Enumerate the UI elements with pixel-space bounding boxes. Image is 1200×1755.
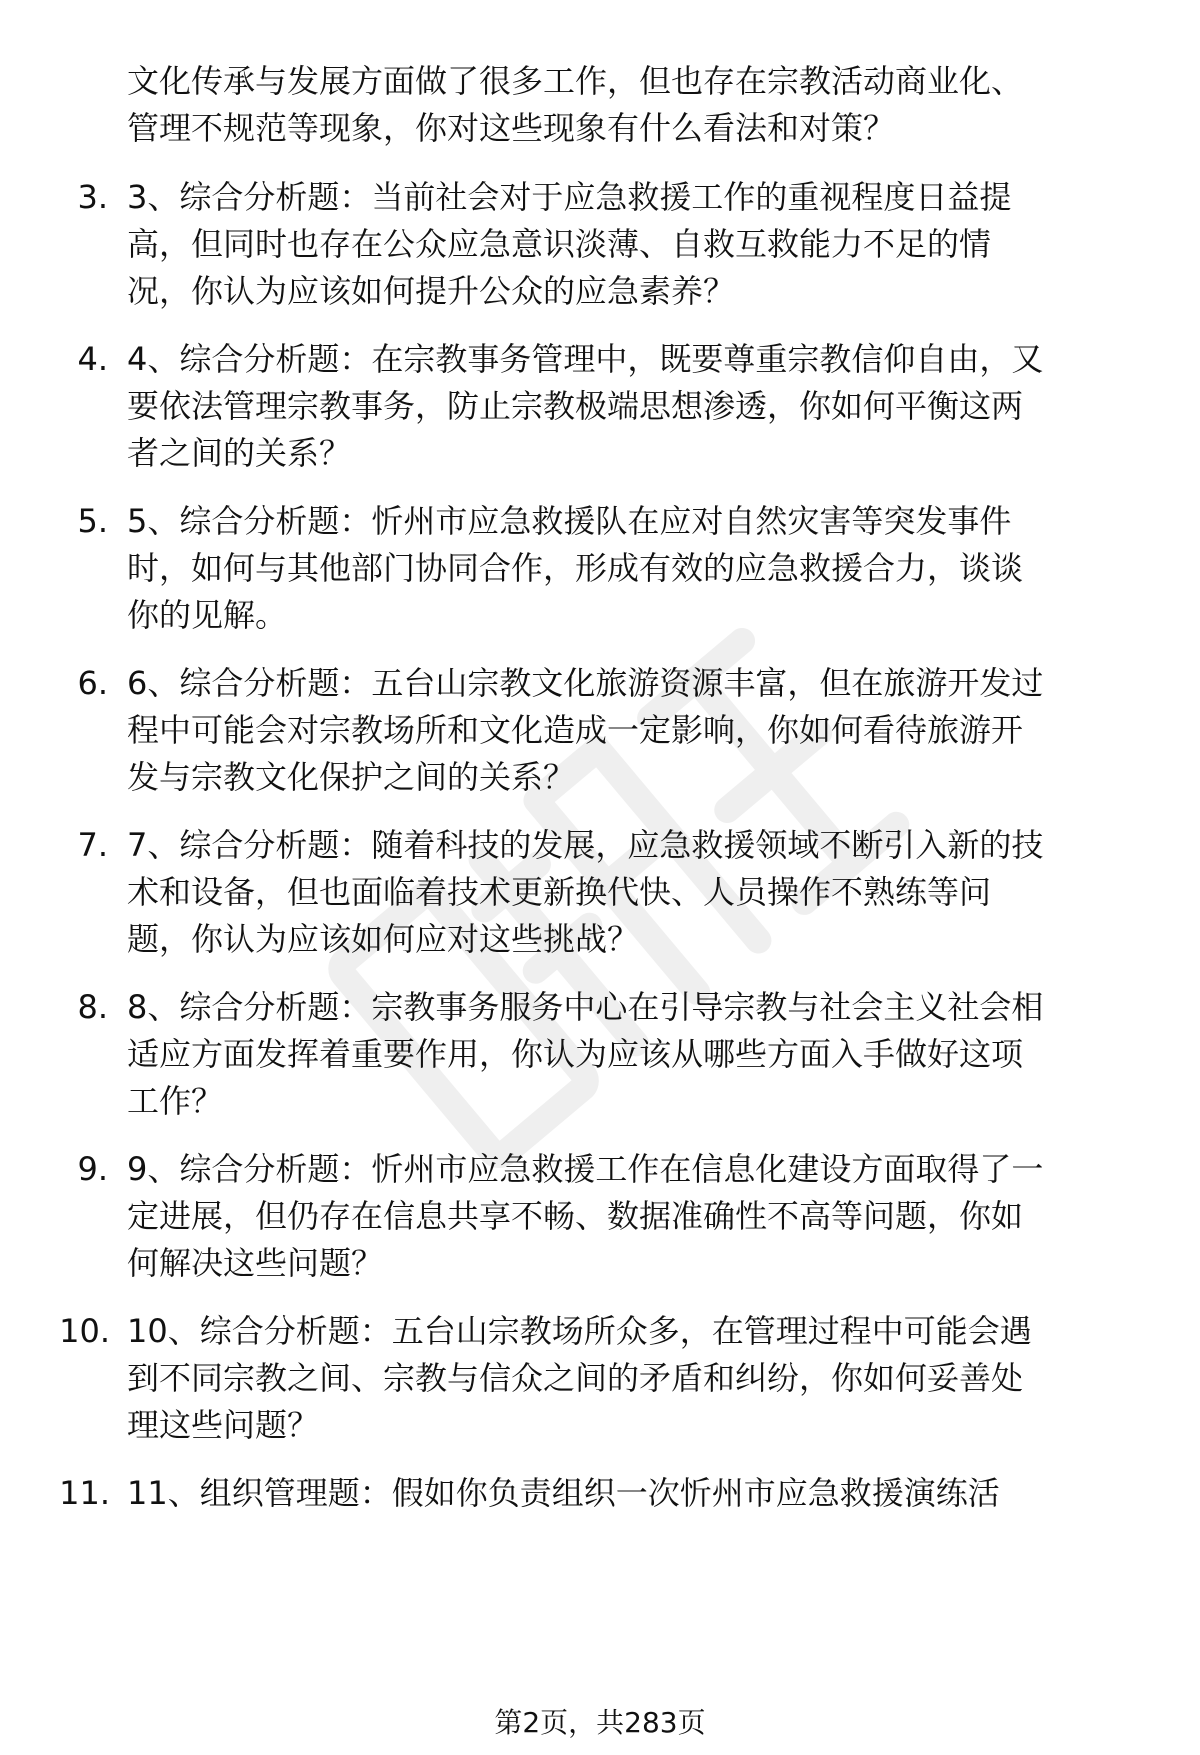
list-item-line: 10、综合分析题：五台山宗教场所众多，在管理过程中可能会遇 (127, 1312, 1032, 1350)
list-item-line: 要依法管理宗教事务，防止宗教极端思想渗透，你如何平衡这两 (127, 387, 1024, 425)
list-item-number: 5. (77, 502, 108, 540)
list-item-line: 11、组织管理题：假如你负责组织一次忻州市应急救援演练活 (127, 1474, 1000, 1512)
list-item-number: 7. (77, 826, 108, 864)
list-item-text (127, 498, 1167, 639)
page-number-footer: 第2页，共283页 (494, 1706, 706, 1739)
list-item-line: 定进展，但仍存在信息共享不畅、数据准确性不高等问题，你如 (127, 1197, 1024, 1235)
list-item-line: 3、综合分析题：当前社会对于应急救援工作的重视程度日益提 (127, 178, 1012, 216)
list-item-line: 到不同宗教之间、宗教与信众之间的矛盾和纠纷，你如何妥善处 (127, 1359, 1024, 1397)
list-item-text (127, 336, 1167, 477)
list-item-line: 适应方面发挥着重要作用，你认为应该从哪些方面入手做好这项 (127, 1035, 1024, 1073)
list-item-line: 者之间的关系？ (127, 434, 352, 472)
list-item-line: 术和设备，但也面临着技术更新换代快、人员操作不熟练等问 (127, 873, 992, 911)
list-item-line: 6、综合分析题：五台山宗教文化旅游资源丰富，但在旅游开发过 (127, 664, 1044, 702)
list-item-line: 况，你认为应该如何提升公众的应急素养？ (127, 272, 736, 310)
list-item-text (127, 174, 1167, 315)
list-item-line: 时，如何与其他部门协同合作，形成有效的应急救援合力，谈谈 (127, 549, 1024, 587)
list-item-line: 理这些问题？ (127, 1406, 320, 1444)
list-item-line: 程中可能会对宗教场所和文化造成一定影响，你如何看待旅游开 (127, 711, 1024, 749)
list-item-line: 8、综合分析题：宗教事务服务中心在引导宗教与社会主义社会相 (127, 988, 1044, 1026)
list-item-number: 8. (77, 988, 108, 1026)
list-item-text (127, 822, 1167, 963)
list-item-line: 高，但同时也存在公众应急意识淡薄、自救互救能力不足的情 (127, 225, 992, 263)
list-item-text (127, 1308, 1167, 1449)
intro-paragraph (127, 58, 1157, 152)
list-item-line: 9、综合分析题：忻州市应急救援工作在信息化建设方面取得了一 (127, 1150, 1044, 1188)
list-item-number: 11. (59, 1474, 110, 1512)
list-item-line: 你的见解。 (127, 596, 288, 634)
list-item-line: 何解决这些问题？ (127, 1244, 384, 1282)
list-item-text (127, 1146, 1167, 1287)
intro-line: 文化传承与发展方面做了很多工作，但也存在宗教活动商业化、 (127, 62, 1024, 100)
intro-line: 管理不规范等现象，你对这些现象有什么看法和对策？ (127, 109, 896, 147)
list-item-line: 5、综合分析题：忻州市应急救援队在应对自然灾害等突发事件 (127, 502, 1012, 540)
list-item-line: 工作？ (127, 1082, 224, 1120)
list-item-number: 4. (77, 340, 108, 378)
list-item-number: 3. (77, 178, 108, 216)
list-item-line: 题，你认为应该如何应对这些挑战？ (127, 920, 640, 958)
list-item-text (127, 984, 1167, 1125)
list-item-number: 10. (59, 1312, 110, 1350)
list-item-line: 发与宗教文化保护之间的关系？ (127, 758, 576, 796)
list-item-text (127, 1470, 1167, 1517)
list-item-line: 4、综合分析题：在宗教事务管理中，既要尊重宗教信仰自由，又 (127, 340, 1044, 378)
list-item-number: 6. (77, 664, 108, 702)
list-item-text (127, 660, 1167, 801)
list-item-number: 9. (77, 1150, 108, 1188)
list-item-line: 7、综合分析题：随着科技的发展，应急救援领域不断引入新的技 (127, 826, 1044, 864)
